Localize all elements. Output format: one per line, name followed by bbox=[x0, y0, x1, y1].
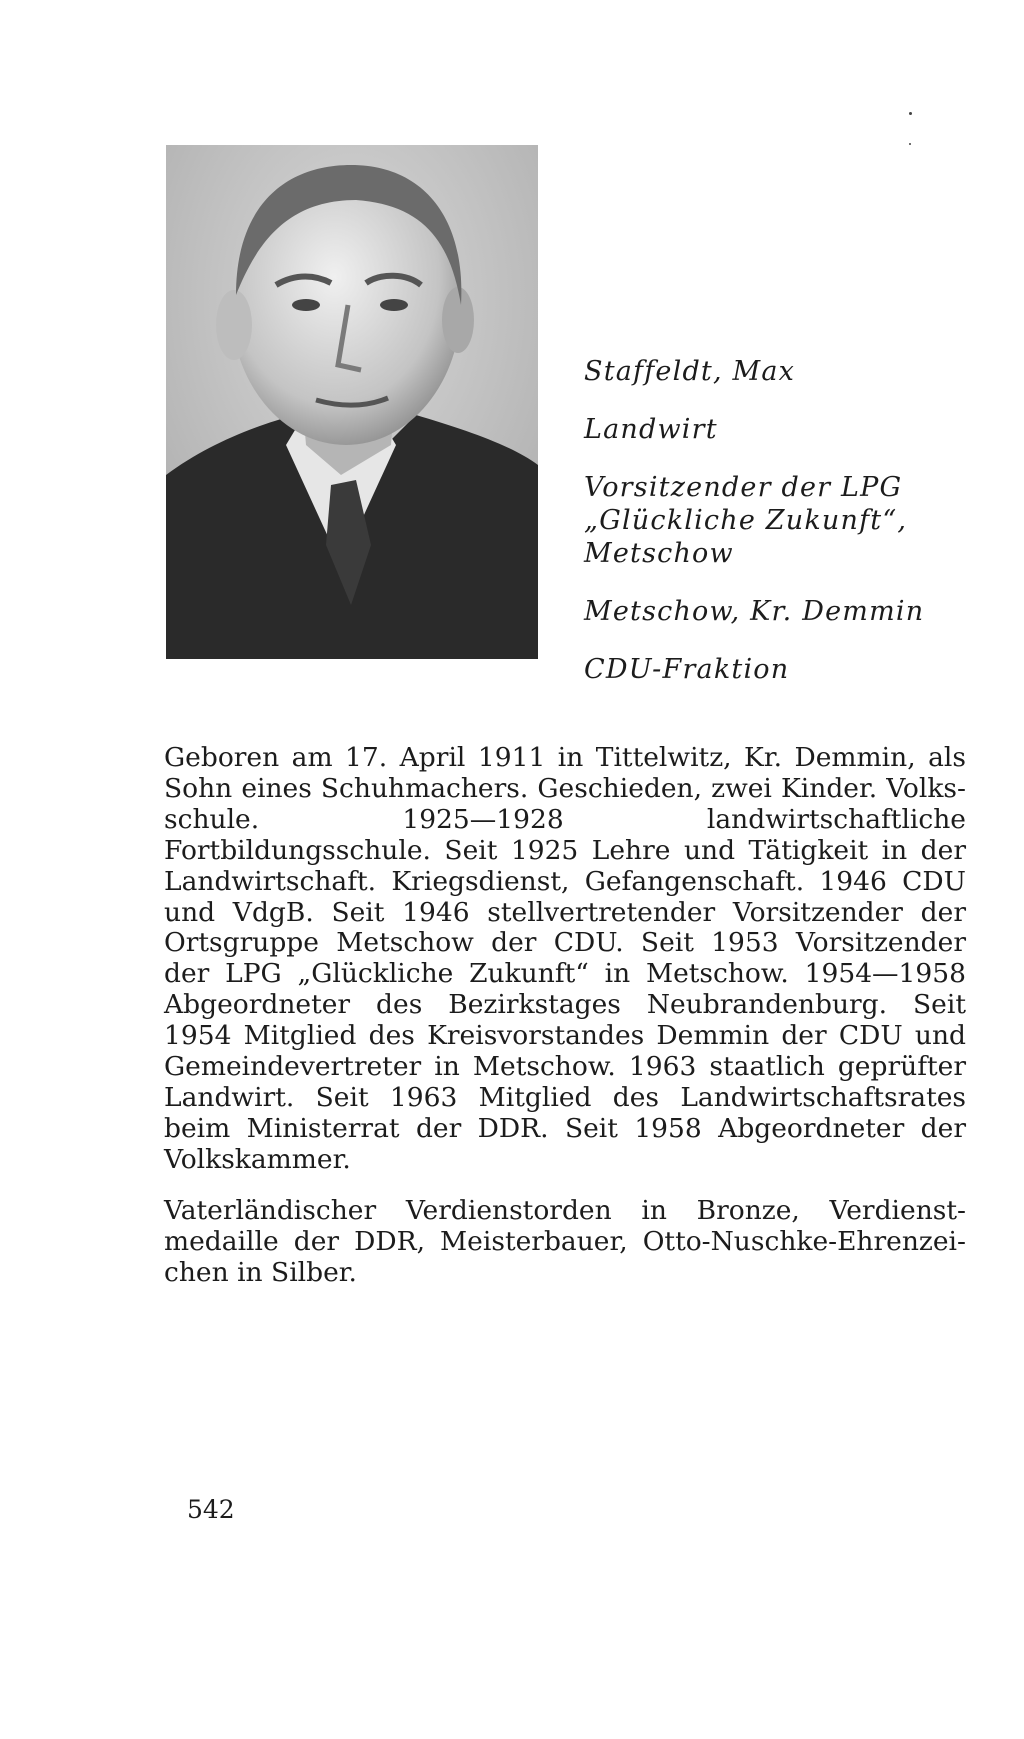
print-speck bbox=[909, 143, 911, 145]
biography-paragraph: Geboren am 17. April 1911 in Tittelwitz, Kr. Demmin, als Sohn eines Schuhmachers. Geschieden, zwei Kinder. Volksschule. 1925—1928 landwirtschaftliche Fortbildungsschule. Seit 1925 Lehre und Tätigkeit in der Landwirtschaft. Kriegsdienst, Gefangenschaft. 1946 CDU und VdgB. Seit 1946 stellvertretender Vorsitzender der Ortsgruppe Metschow der CDU. Seit 1953 Vorsitzender der LPG „Glückliche Zukunft“ in Metschow. 1954—1958 Abgeordneter des Bezirkstages Neubrandenburg. Seit 1954 Mitglied des Kreisvorstandes Demmin der CDU und Gemeindevertreter in Metschow. 1963 staatlich geprüfter Landwirt. Seit 1963 Mitglied des Landwirtschaftsrates beim Ministerrat der DDR. Seit 1958 Abgeordneter der Volkskammer. bbox=[164, 742, 966, 1175]
position: Vorsitzender der LPG „Glückliche Zukunft“, Metschow bbox=[584, 472, 908, 569]
occupation: Landwirt bbox=[584, 414, 718, 445]
person-name: Staffeldt, Max bbox=[584, 356, 796, 387]
residence: Metschow, Kr. Demmin bbox=[584, 596, 925, 627]
print-speck bbox=[909, 112, 912, 115]
page-number: 542 bbox=[187, 1495, 235, 1524]
faction: CDU-Fraktion bbox=[584, 654, 790, 685]
portrait-photo bbox=[166, 145, 538, 659]
entry-meta bbox=[584, 355, 984, 711]
biography bbox=[164, 743, 966, 1308]
awards-paragraph: Vaterländischer Verdienstorden in Bronze, Verdienstmedaille der DDR, Meisterbauer, Otto-Nuschke-Ehrenzeichen in Silber. bbox=[164, 1194, 966, 1288]
